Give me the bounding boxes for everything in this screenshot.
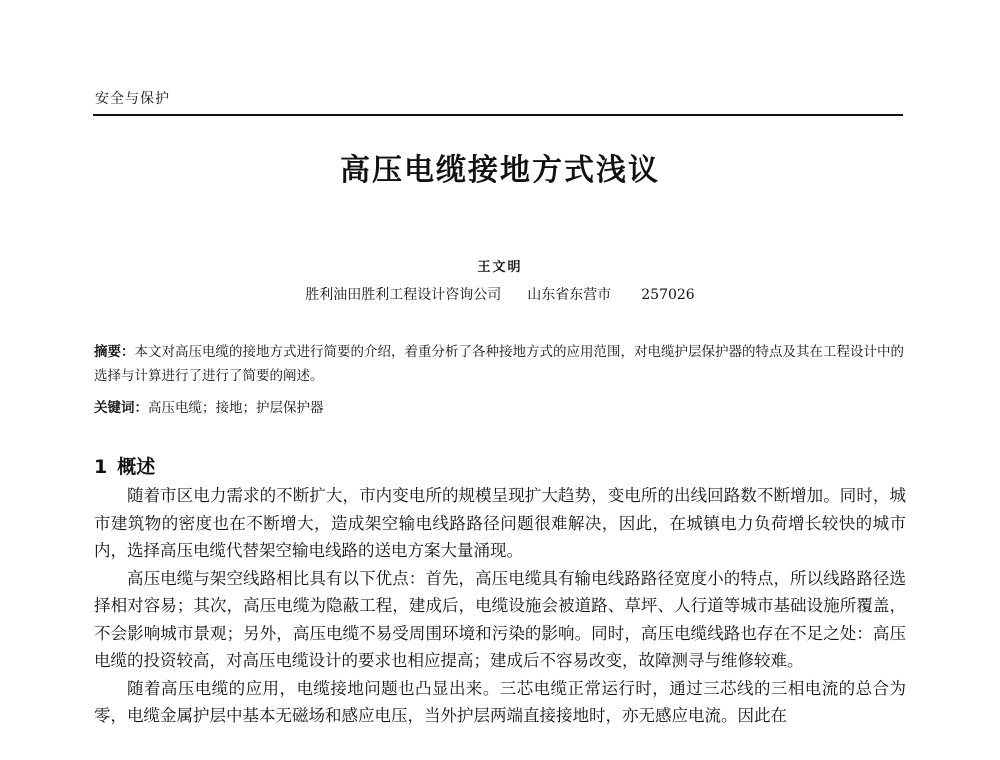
affiliation-organization: 胜利油田胜利工程设计咨询公司: [305, 287, 502, 303]
paragraph: 高压电缆与架空线路相比具有以下优点：首先，高压电缆具有输电线路路径宽度小的特点，所以线路路径选择相对容易；其次，高压电缆为隐蔽工程，建成后，电缆设施会被道路、草坪、人行道等城市基础设施所覆盖，不会影响城市景观；另外，高压电缆不易受周围环境和污染的影响。同时，高压电缆线路也存在不足之处：高压电缆的投资较高，对高压电缆设计的要求也相应提高；建成后不容易改变，故障测寻与维修较难。: [94, 568, 906, 670]
keywords-text: 高压电缆；接地；护层保护器: [148, 400, 324, 416]
affiliation-postcode: 257026: [641, 287, 695, 303]
affiliation: [0, 284, 1000, 304]
abstract-label: 摘要：: [94, 344, 135, 360]
paper-title: 高压电缆接地方式浅议: [340, 153, 660, 188]
body-text: [94, 482, 906, 730]
paragraph: 随着市区电力需求的不断扩大，市内变电所的规模呈现扩大趋势，变电所的出线回路数不断增加。同时，城市建筑物的密度也在不断增大，造成架空输电线路路径问题很难解决，因此，在城镇电力负荷增长较快的城市内，选择高压电缆代替架空输电线路的送电方案大量涌现。: [94, 486, 906, 560]
author-name: 王文明: [477, 260, 523, 275]
section-number: 1: [94, 456, 108, 478]
affiliation-location: 山东省东营市: [527, 287, 612, 303]
paragraph: 随着高压电缆的应用，电缆接地问题也凸显出来。三芯电缆正常运行时，通过三芯线的三相电流的总合为零，电缆金属护层中基本无磁场和感应电压，当外护层两端直接接地时，亦无感应电流。因此在: [94, 678, 906, 725]
section-title: 概述: [117, 456, 156, 478]
abstract-text: 本文对高压电缆的接地方式进行简要的介绍，着重分析了各种接地方式的应用范围，对电缆护层保护器的特点及其在工程设计中的选择与计算进行了进行了简要的阐述。: [94, 344, 904, 384]
running-header: 安全与保护: [95, 91, 170, 107]
header-rule: [93, 114, 903, 116]
keywords-label: 关键词：: [94, 400, 148, 416]
section-heading: [94, 452, 155, 479]
keywords: [94, 396, 904, 420]
abstract: [94, 340, 904, 388]
